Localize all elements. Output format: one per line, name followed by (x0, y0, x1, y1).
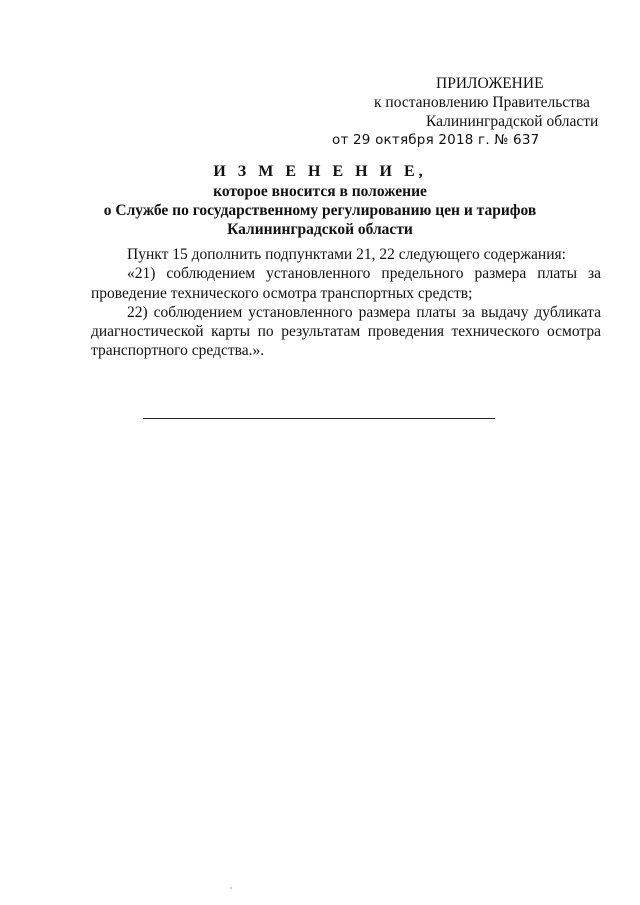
document-body (91, 245, 601, 361)
item-21-line-2: проведение технического осмотра транспортных средств; (91, 284, 473, 302)
scan-speck (230, 887, 232, 889)
appendix-label: ПРИЛОЖЕНИЕ (436, 75, 544, 92)
title-subtitle-2: о Службе по государственному регулированию цен и тарифов (103, 202, 537, 219)
title-subtitle-1: которое вносится в положение (213, 183, 427, 200)
item-22-line-3: транспортного средства.». (91, 342, 265, 360)
item-21-line-1: «21) соблюдением установленного предельного размера платы за (127, 265, 601, 283)
closing-divider (143, 418, 495, 419)
title-main: И З М Е Н Е Н И Е, (213, 163, 427, 180)
body-intro: Пункт 15 дополнить подпунктами 21, 22 следующего содержания: (127, 246, 566, 263)
title-subtitle-3: Калининградской области (227, 221, 413, 238)
appendix-region: Калининградской области (426, 113, 599, 130)
appendix-header (318, 74, 608, 150)
document-title (90, 162, 550, 239)
appendix-resolution-ref: к постановлению Правительства (374, 94, 590, 111)
appendix-date-number: от 29 октября 2018 г. № 637 (332, 132, 540, 148)
item-22-line-1: 22) соблюдением установленного размера платы за выдачу дубликата (127, 303, 601, 321)
item-22-line-2: диагностической карты по результатам проведения технического осмотра (91, 323, 601, 341)
